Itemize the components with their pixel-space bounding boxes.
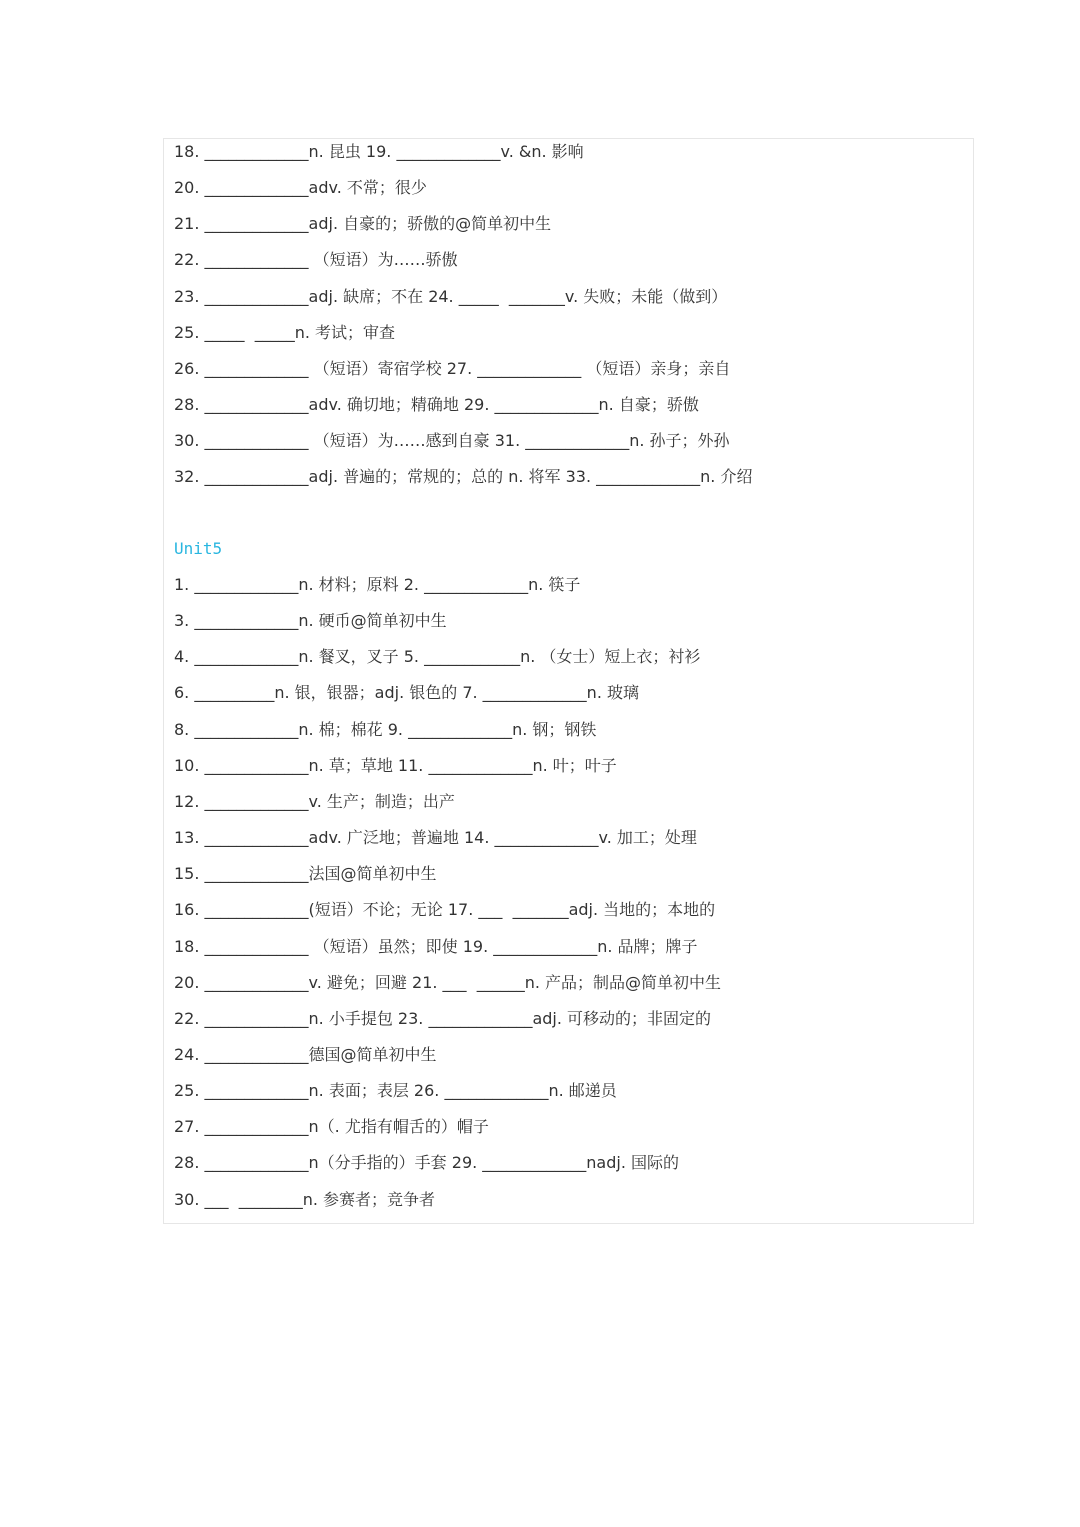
vocab-line: 27. _____________n（. 尤指有帽舌的）帽子 xyxy=(174,1117,489,1137)
vocab-line: 18. _____________n. 昆虫 19. _____________v. &n. 影响 xyxy=(174,142,584,161)
vocab-line: 30. _____________ （短语）为……感到自豪 31. _____________n. 孙子；外孙 xyxy=(174,431,730,451)
unit5-heading: Unit5 xyxy=(174,539,223,558)
vocab-line: 21. _____________adj. 自豪的；骄傲的@简单初中生 xyxy=(174,214,552,234)
vocab-line: 18. _____________ （短语）虽然；即使 19. _____________n. 品牌；牌子 xyxy=(174,936,698,956)
vocab-line: 1. _____________n. 材料；原料 2. _____________n. 筷子 xyxy=(174,575,581,594)
vocab-line: 25. _____________n. 表面；表层 26. _____________n. 邮递员 xyxy=(174,1081,617,1101)
vocab-line: 28. _____________n（分手指的）手套 29. _____________nadj. 国际的 xyxy=(174,1153,680,1173)
worksheet-page xyxy=(163,138,974,1224)
vocab-line: 6. __________n. 银，银器；adj. 银色的 7. _____________n. 玻璃 xyxy=(174,683,639,703)
vocab-line: 10. _____________n. 草；草地 11. _____________n. 叶；叶子 xyxy=(174,755,617,775)
vocab-line: 3. _____________n. 硬币@简单初中生 xyxy=(174,611,447,631)
vocab-line: 15. _____________法国@简单初中生 xyxy=(174,864,437,884)
vocab-line: 4. _____________n. 餐叉，叉子 5. ____________n. （女士）短上衣；衬衫 xyxy=(174,647,701,667)
vocab-line: 13. _____________adv. 广泛地；普遍地 14. _____________v. 加工；处理 xyxy=(174,828,697,848)
vocab-line: 22. _____________ （短语）为……骄傲 xyxy=(174,250,458,270)
vocab-line: 20. _____________v. 避免；回避 21. ___ ______n. 产品；制品@简单初中生 xyxy=(174,972,722,992)
vocab-line: 24. _____________德国@简单初中生 xyxy=(174,1044,437,1064)
vocab-line: 20. _____________adv. 不常；很少 xyxy=(174,178,427,198)
vocab-line: 32. _____________adj. 普遍的；常规的；总的 n. 将军 33. _____________n. 介绍 xyxy=(174,467,753,487)
vocab-line: 12. _____________v. 生产；制造；出产 xyxy=(174,791,455,811)
vocab-line: 22. _____________n. 小手提包 23. _____________adj. 可移动的；非固定的 xyxy=(174,1008,712,1028)
vocab-line: 28. _____________adv. 确切地；精确地 29. _____________n. 自豪；骄傲 xyxy=(174,395,699,415)
vocab-line: 8. _____________n. 棉；棉花 9. _____________n. 钢；钢铁 xyxy=(174,719,597,739)
vocab-line: 26. _____________ （短语）寄宿学校 27. _____________ （短语）亲身；亲自 xyxy=(174,358,731,378)
vocab-line: 16. _____________(短语）不论；无论 17. ___ _______adj. 当地的；本地的 xyxy=(174,900,716,920)
vocab-line: 30. ___ ________n. 参赛者；竞争者 xyxy=(174,1189,436,1209)
vocab-line: 23. _____________adj. 缺席；不在 24. _____ _______v. 失败；未能（做到） xyxy=(174,286,728,306)
vocab-line: 25. _____ _____n. 考试；审查 xyxy=(174,322,396,342)
